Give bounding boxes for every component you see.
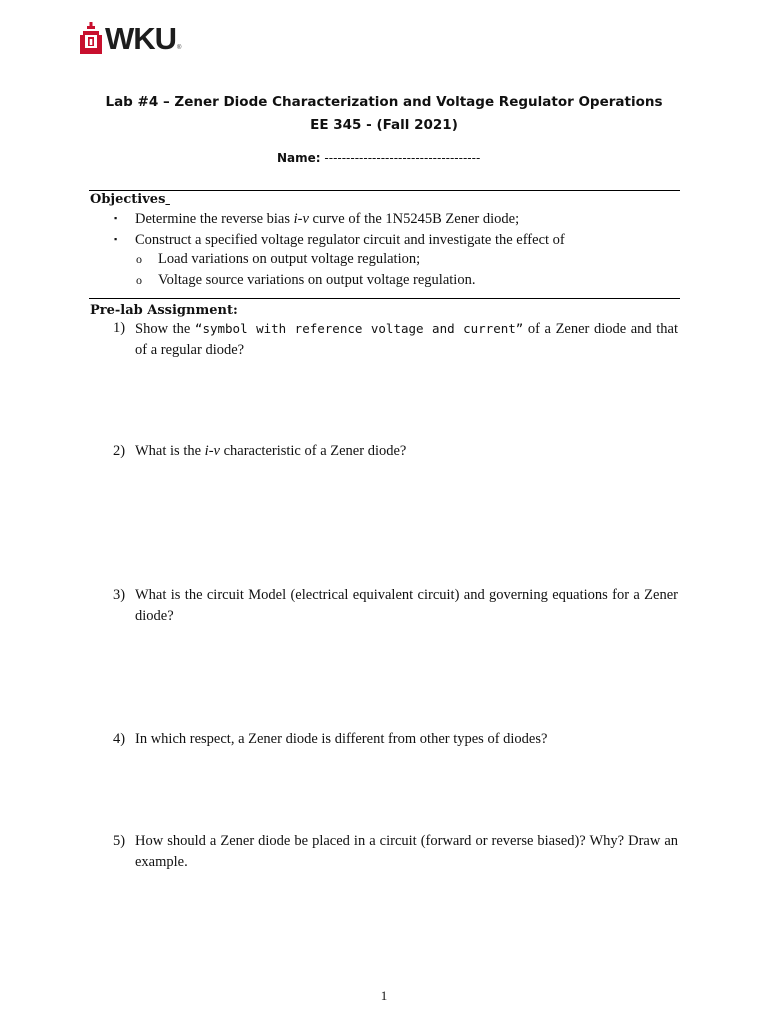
wku-logo [80,18,181,58]
question-5: 5) How should a Zener diode be placed in a circuit (forward or reverse biased)? Why? Draw an example. [113,833,678,870]
name-blank: ------------------------------------ [320,151,481,165]
page-number: 1 [380,988,388,1003]
question-number: 4) [113,731,126,747]
objective-bullet-1: ▪ Determine the reverse bias i-v curve of the 1N5245B Zener diode; [114,208,519,229]
prelab-heading: Pre-lab Assignment: [90,303,238,318]
document-title: Lab #4 – Zener Diode Characterization and Voltage Regulator Operations [105,94,663,110]
name-label: Name: [277,151,321,165]
question-4: 4) In which respect, a Zener diode is different from other types of diodes? [113,729,678,750]
divider-top [89,190,680,191]
objective-sub-2: o Voltage source variations on output voltage regulation. [136,272,476,288]
logo-text: WKU [105,20,177,56]
cupola-icon [80,22,102,54]
question-2: 2) What is the i-v characteristic of a Zener diode? [113,441,678,462]
question-number: 3) [113,587,126,603]
question-3: 3) What is the circuit Model (electrical equivalent circuit) and governing equations for a Zener diode? [113,587,678,624]
name-field [277,151,480,165]
course-subtitle: EE 345 - (Fall 2021) [310,117,458,133]
question-1: 1) Show the “symbol with reference voltage and current” of a Zener diode and that of a regular diode? [113,320,679,358]
objective-bullet-2: ▪ Construct a specified voltage regulator circuit and investigate the effect of [114,229,565,250]
registered-mark: ® [177,45,182,51]
bullet-marker: ▪ [114,213,118,223]
question-number: 2) [113,443,126,459]
objectives-heading: Objectives [90,192,166,207]
objective-sub-1: o Load variations on output voltage regulation; [136,251,421,267]
sub-bullet-marker: o [136,252,142,266]
question-number: 1) [113,320,126,336]
divider-middle [89,298,680,299]
bullet-marker: ▪ [114,234,118,244]
sub-bullet-marker: o [136,273,142,287]
question-number: 5) [113,833,126,849]
